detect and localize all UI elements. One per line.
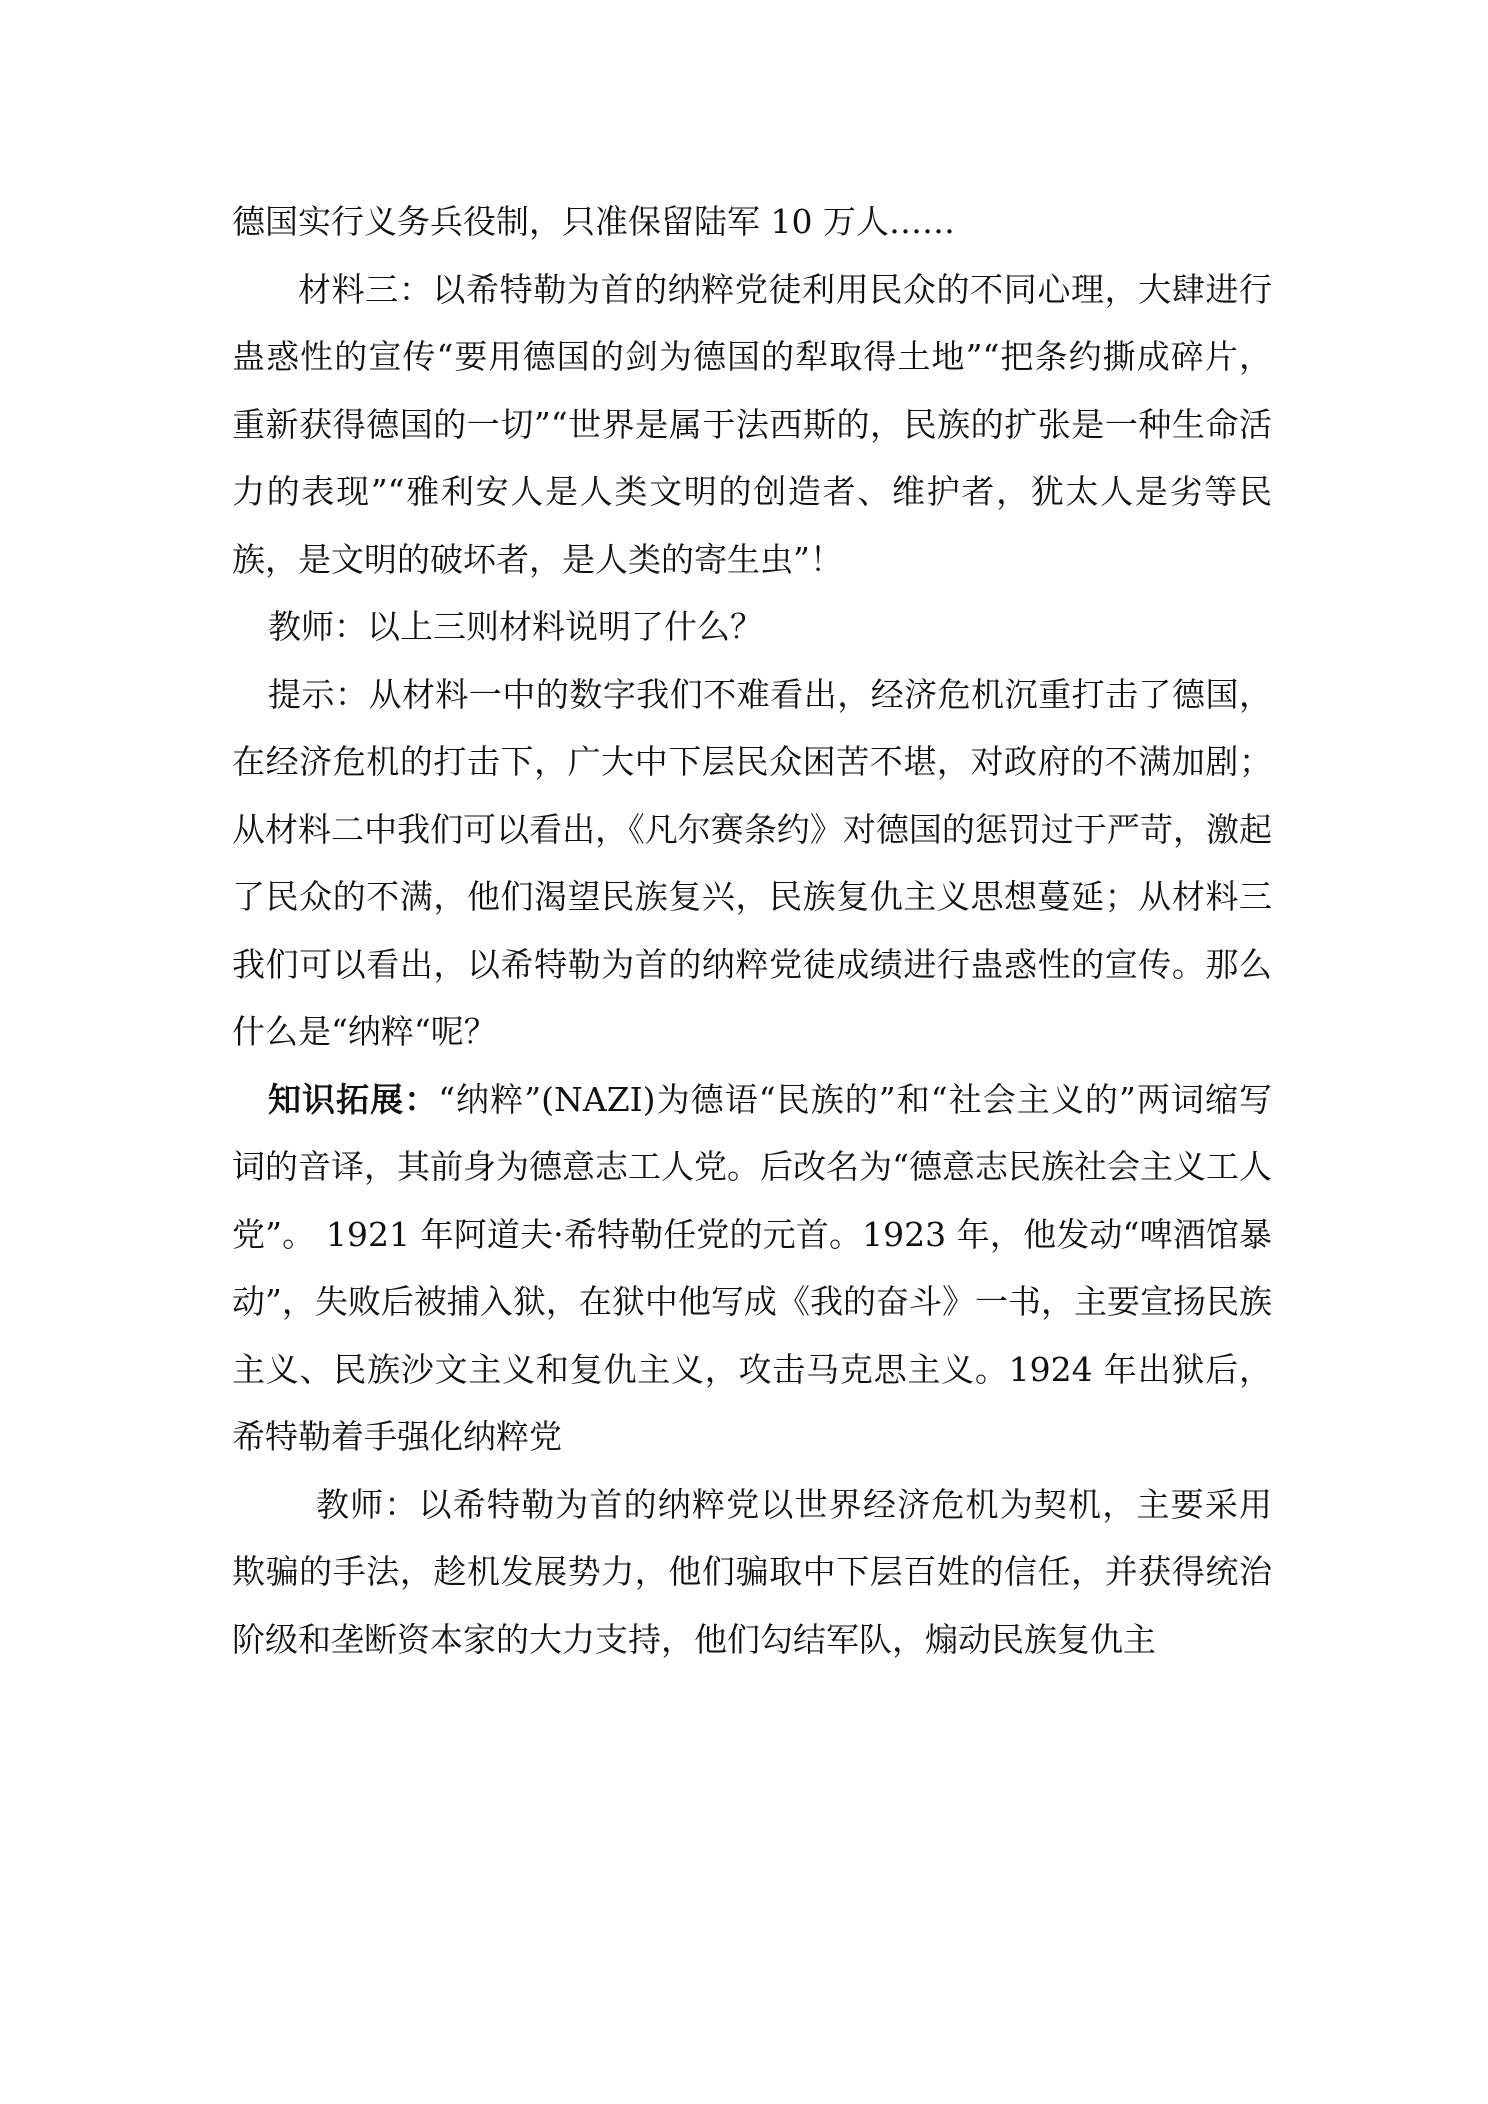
paragraph-hint: 提示：从材料一中的数字我们不难看出，经济危机沉重打击了德国，在经济危机的打击下，广大中下层民众困苦不堪，对政府的不满加剧；从材料二中我们可以看出，《凡尔赛条约》对德国的惩罚过于严苛，激起了民众的不满，他们渴望民族复兴，民族复仇主义思想蔓延；从材料三我们可以看出，以希特勒为首的纳粹党徒成绩进行蛊惑性的宣传。那么什么是“纳粹“呢？ [232, 674, 1272, 1051]
paragraph-teacher-question: 教师：以上三则材料说明了什么？ [268, 607, 763, 646]
knowledge-extension-body: “纳粹”(NAZI)为德语“民族的”和“社会主义的”两词缩写词的音译，其前身为德意志工人党。后改名为“德意志民族社会主义工人党”。 1921 年阿道夫·希特勒任党的元首。1923 年，他发动“啤酒馆暴动”，失败后被捕入狱，在狱中他写成《我的奋斗》一书，主要宣扬民族主义、民族沙文主义和复仇主义，攻击马克思主义。1924 年出狱后，希特勒着手强化纳粹党 [232, 1079, 1272, 1456]
paragraph-knowledge-extension [232, 1066, 1272, 1471]
knowledge-extension-label: 知识拓展： [268, 1079, 439, 1119]
paragraph-teacher-summary: 教师：以希特勒为首的纳粹党以世界经济危机为契机，主要采用欺骗的手法，趁机发展势力，他们骗取中下层百姓的信任，并获得统治阶级和垄断资本家的大力支持，他们勾结军队，煽动民族复仇主 [232, 1484, 1272, 1659]
paragraph-conscription: 德国实行义务兵役制，只准保留陆军 10 万人…… [232, 202, 955, 241]
paragraph-material-three: 材料三：以希特勒为首的纳粹党徒利用民众的不同心理，大肆进行蛊惑性的宣传“要用德国的剑为德国的犁取得土地”“把条约撕成碎片，重新获得德国的一切”“世界是属于法西斯的，民族的扩张是一种生命活力的表现”“雅利安人是人类文明的创造者、维护者，犹太人是劣等民族，是文明的破坏者，是人类的寄生虫”！ [232, 269, 1272, 579]
document-body [232, 188, 1272, 1673]
